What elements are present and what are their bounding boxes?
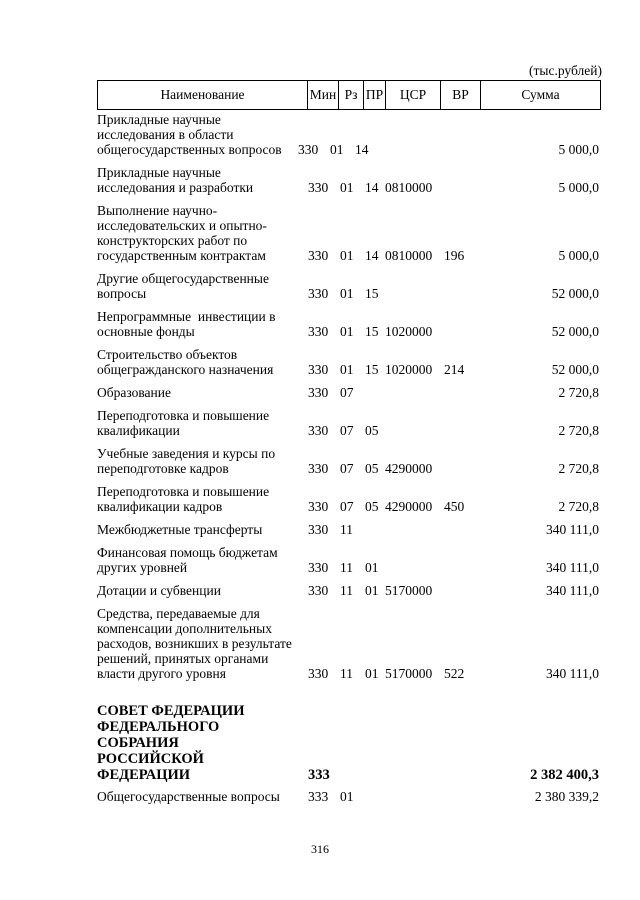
- row-sum: 340 111,0: [546, 666, 599, 681]
- row-sum: 5 000,0: [558, 180, 599, 195]
- row-csr: 4290000: [385, 499, 433, 514]
- row-sum: 52 000,0: [551, 324, 599, 339]
- row-sum: 2 382 400,3: [530, 767, 599, 783]
- row-rz: 01: [330, 142, 344, 157]
- row-name: Выполнение научно-исследовательских и опытно-конструкторских работ по государственным контрактам: [97, 203, 267, 263]
- row-rz: 01: [340, 324, 354, 339]
- table-row: [97, 347, 600, 377]
- row-name: Прикладные научные исследования в области общегосударственных вопросов: [97, 112, 282, 157]
- row-min: 333: [308, 767, 330, 783]
- row-csr: 4290000: [385, 461, 433, 476]
- row-min: 330: [308, 324, 329, 339]
- table-row: [97, 484, 600, 514]
- row-name: Переподготовка и повышение квалификации: [97, 408, 270, 438]
- table-row: [97, 522, 600, 537]
- row-rz: 11: [340, 666, 353, 681]
- table-row: [97, 271, 600, 301]
- table-row: [97, 606, 600, 681]
- row-sum: 2 720,8: [558, 385, 599, 400]
- header-rz: Рз: [339, 81, 364, 110]
- row-rz: 07: [340, 461, 354, 476]
- table-row: [97, 703, 600, 783]
- row-min: 330: [298, 142, 319, 157]
- row-csr: 0810000: [385, 248, 433, 263]
- row-sum: 340 111,0: [546, 560, 599, 575]
- row-name: Дотации и субвенции: [97, 583, 221, 598]
- row-rz: 01: [340, 180, 354, 195]
- row-sum: 2 380 339,2: [534, 789, 599, 804]
- header-sum: Сумма: [481, 81, 601, 110]
- row-sum: 340 111,0: [546, 522, 599, 537]
- row-pr: 14: [365, 180, 379, 195]
- row-name: Общегосударственные вопросы: [97, 789, 280, 804]
- units-label: (тыс.рублей): [529, 63, 602, 78]
- header-pr: ПР: [364, 81, 386, 110]
- table-row: [97, 446, 600, 476]
- row-pr: 14: [355, 142, 369, 157]
- row-rz: 11: [340, 560, 353, 575]
- row-rz: 01: [340, 248, 354, 263]
- row-rz: 07: [340, 423, 354, 438]
- table-header: [97, 80, 601, 110]
- row-pr: 01: [365, 560, 379, 575]
- row-pr: 01: [365, 666, 379, 681]
- row-min: 330: [308, 499, 329, 514]
- row-name: Прикладные научные исследования и разработки: [97, 165, 254, 195]
- row-name: Учебные заведения и курсы по переподготовке кадров: [97, 446, 276, 476]
- row-min: 330: [308, 583, 329, 598]
- row-pr: 05: [365, 461, 379, 476]
- table-row: [97, 112, 600, 157]
- row-name: Межбюджетные трансферты: [97, 522, 263, 537]
- row-name: Средства, передаваемые для компенсации дополнительных расходов, возникших в результате решений, принятых органами власти другого уровня: [97, 606, 292, 681]
- row-vr: 214: [444, 362, 465, 377]
- table-row: [97, 385, 600, 400]
- row-pr: 05: [365, 499, 379, 514]
- header-name: Наименование: [98, 81, 308, 110]
- row-vr: 450: [444, 499, 465, 514]
- row-rz: 01: [340, 286, 354, 301]
- row-min: 330: [308, 180, 329, 195]
- row-min: 330: [308, 461, 329, 476]
- table-row: [97, 789, 600, 804]
- row-csr: 1020000: [385, 324, 433, 339]
- row-pr: 15: [365, 286, 379, 301]
- row-min: 333: [308, 789, 329, 804]
- row-pr: 01: [365, 583, 379, 598]
- page-number: 316: [311, 842, 329, 856]
- table-body: [97, 112, 600, 804]
- row-min: 330: [308, 385, 329, 400]
- row-min: 330: [308, 286, 329, 301]
- table-row: [97, 309, 600, 339]
- row-name: Непрограммные инвестиции в основные фонды: [97, 309, 279, 339]
- row-sum: 2 720,8: [558, 423, 599, 438]
- row-rz: 07: [340, 385, 354, 400]
- row-name: Переподготовка и повышение квалификации кадров: [97, 484, 270, 514]
- row-name: Другие общегосударственные вопросы: [97, 271, 269, 301]
- row-min: 330: [308, 666, 329, 681]
- row-name: Финансовая помощь бюджетам других уровней: [97, 545, 278, 575]
- row-csr: 0810000: [385, 180, 433, 195]
- header-min: Мин: [308, 81, 339, 110]
- header-csr: ЦСР: [386, 81, 441, 110]
- row-rz: 01: [340, 362, 354, 377]
- row-pr: 15: [365, 324, 379, 339]
- row-csr: 5170000: [385, 666, 433, 681]
- row-vr: 522: [444, 666, 465, 681]
- row-pr: 05: [365, 423, 379, 438]
- row-min: 330: [308, 248, 329, 263]
- row-sum: 52 000,0: [551, 362, 599, 377]
- row-sum: 52 000,0: [551, 286, 599, 301]
- row-sum: 5 000,0: [558, 142, 599, 157]
- row-sum: 2 720,8: [558, 461, 599, 476]
- row-pr: 14: [365, 248, 379, 263]
- row-pr: 15: [365, 362, 379, 377]
- row-rz: 11: [340, 583, 353, 598]
- row-sum: 5 000,0: [558, 248, 599, 263]
- row-csr: 5170000: [385, 583, 433, 598]
- header-vr: ВР: [441, 81, 481, 110]
- row-sum: 340 111,0: [546, 583, 599, 598]
- row-min: 330: [308, 560, 329, 575]
- table-row: [97, 165, 600, 195]
- table-row: [97, 408, 600, 438]
- table-row: [97, 545, 600, 575]
- table-row: [97, 203, 600, 263]
- row-sum: 2 720,8: [558, 499, 599, 514]
- row-min: 330: [308, 423, 329, 438]
- row-min: 330: [308, 522, 329, 537]
- row-vr: 196: [444, 248, 465, 263]
- row-name: Строительство объектов общегражданского назначения: [97, 347, 274, 377]
- row-min: 330: [308, 362, 329, 377]
- row-rz: 11: [340, 522, 353, 537]
- row-rz: 07: [340, 499, 354, 514]
- row-name: Образование: [97, 385, 171, 400]
- row-rz: 01: [340, 789, 354, 804]
- row-csr: 1020000: [385, 362, 433, 377]
- table-row: [97, 583, 600, 598]
- row-name: СОВЕТ ФЕДЕРАЦИИ ФЕДЕРАЛЬНОГО СОБРАНИЯ РОССИЙСКОЙ ФЕДЕРАЦИИ: [97, 703, 245, 783]
